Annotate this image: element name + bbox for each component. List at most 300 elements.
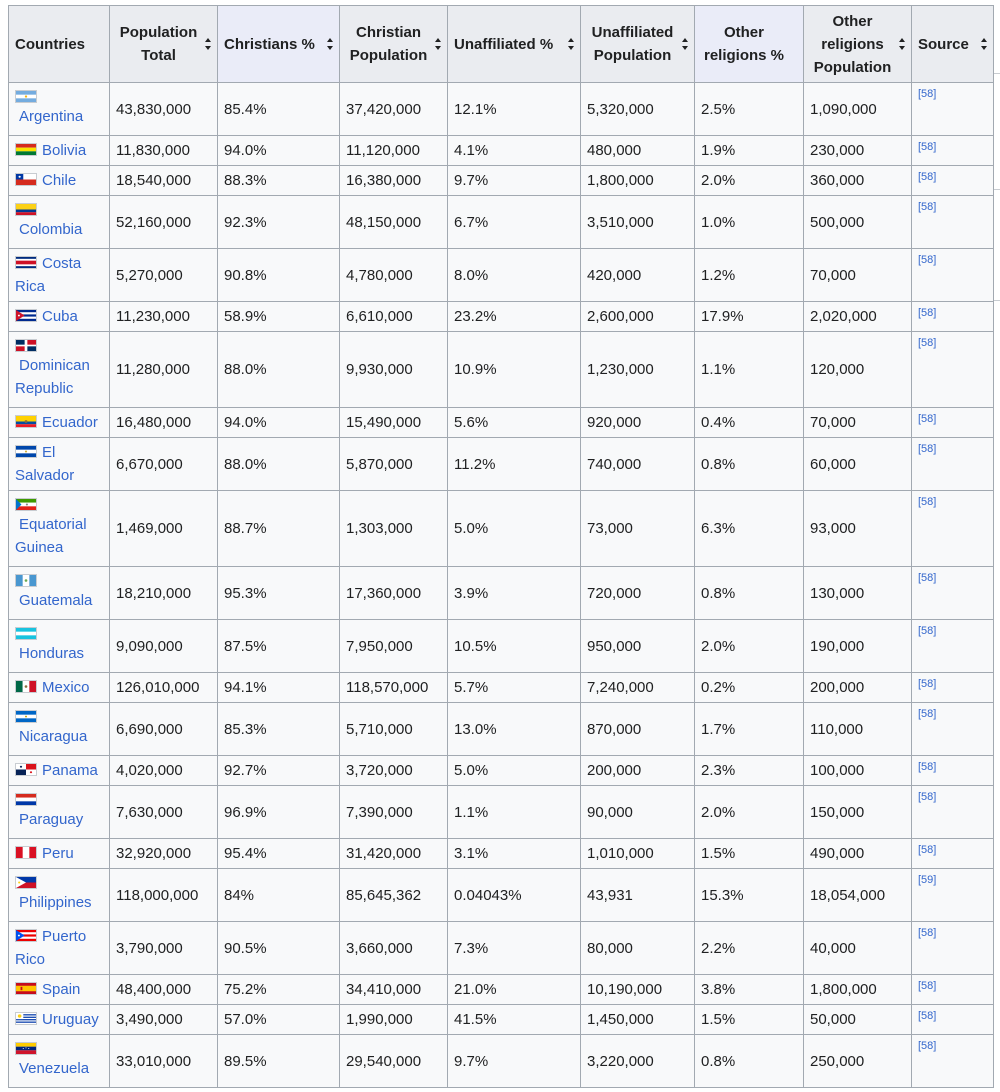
christians-pct-cell: 84%	[218, 869, 340, 922]
unaffiliated-population-cell: 200,000	[581, 756, 695, 786]
christian-population-cell: 37,420,000	[340, 83, 448, 136]
country-cell	[9, 438, 110, 491]
unaffiliated-pct-cell: 0.04043%	[448, 869, 581, 922]
other-religions-pct-cell: 1.1%	[695, 332, 804, 408]
bolivia-flag-icon[interactable]	[15, 143, 37, 156]
unaffiliated-pct-cell: 11.2%	[448, 438, 581, 491]
unaffiliated-population-cell: 1,800,000	[581, 166, 695, 196]
population-total-cell: 18,210,000	[110, 567, 218, 620]
column-header-countries	[9, 6, 110, 83]
cuba-flag-icon[interactable]	[15, 309, 37, 322]
country-cell	[9, 196, 110, 249]
christians-pct-cell: 90.5%	[218, 922, 340, 975]
table-row	[9, 975, 994, 1005]
unaffiliated-population-cell: 720,000	[581, 567, 695, 620]
source-cell	[912, 673, 994, 703]
christian-population-cell: 3,720,000	[340, 756, 448, 786]
population-total-cell: 3,790,000	[110, 922, 218, 975]
population-total-cell: 6,690,000	[110, 703, 218, 756]
christians-pct-cell: 88.7%	[218, 491, 340, 567]
table-row	[9, 620, 994, 673]
unaffiliated-pct-cell: 7.3%	[448, 922, 581, 975]
unaffiliated-population-cell: 90,000	[581, 786, 695, 839]
source-cell	[912, 491, 994, 567]
other-religions-pct-cell: 1.7%	[695, 703, 804, 756]
unaffiliated-pct-cell: 10.9%	[448, 332, 581, 408]
christians-pct-cell: 92.3%	[218, 196, 340, 249]
source-reference-link[interactable]: [58]	[918, 201, 937, 213]
population-total-cell: 6,670,000	[110, 438, 218, 491]
source-cell	[912, 249, 994, 302]
country-link[interactable]: Chile	[42, 172, 77, 189]
country-link[interactable]: Equatorial Guinea	[15, 516, 87, 556]
unaffiliated-pct-cell: 21.0%	[448, 975, 581, 1005]
source-cell	[912, 786, 994, 839]
other-religions-population-cell: 190,000	[804, 620, 912, 673]
unaffiliated-population-cell: 420,000	[581, 249, 695, 302]
christian-population-cell: 17,360,000	[340, 567, 448, 620]
dominican-republic-flag-icon[interactable]	[15, 339, 37, 352]
chile-flag-icon[interactable]	[15, 173, 37, 186]
other-religions-population-cell: 50,000	[804, 1005, 912, 1035]
column-header-label: Source	[918, 35, 969, 53]
christian-population-cell: 7,390,000	[340, 786, 448, 839]
country-cell	[9, 922, 110, 975]
source-reference-link[interactable]: [58]	[918, 844, 937, 856]
panama-flag-icon[interactable]	[15, 763, 37, 776]
religion-table	[8, 5, 994, 1088]
source-reference-link[interactable]: [58]	[918, 625, 937, 637]
other-religions-pct-cell: 2.0%	[695, 786, 804, 839]
christian-population-cell: 48,150,000	[340, 196, 448, 249]
source-cell	[912, 756, 994, 786]
unaffiliated-population-cell: 7,240,000	[581, 673, 695, 703]
source-cell	[912, 438, 994, 491]
other-religions-population-cell: 40,000	[804, 922, 912, 975]
country-link[interactable]: Spain	[42, 981, 81, 998]
country-link[interactable]: Venezuela	[19, 1060, 90, 1077]
other-religions-pct-cell: 0.8%	[695, 1035, 804, 1088]
population-total-cell: 3,490,000	[110, 1005, 218, 1035]
population-total-cell: 33,010,000	[110, 1035, 218, 1088]
column-header-unaffiliated-pct[interactable]	[448, 6, 581, 83]
source-cell	[912, 166, 994, 196]
country-link[interactable]: Argentina	[19, 108, 84, 125]
unaffiliated-pct-cell: 5.0%	[448, 491, 581, 567]
country-link[interactable]: Philippines	[19, 894, 92, 911]
column-header-label: Other religions Population	[813, 12, 892, 76]
christian-population-cell: 29,540,000	[340, 1035, 448, 1088]
christian-population-cell: 7,950,000	[340, 620, 448, 673]
source-cell	[912, 332, 994, 408]
country-link[interactable]: Puerto Rico	[15, 928, 87, 968]
source-cell	[912, 83, 994, 136]
country-link[interactable]: Uruguay	[42, 1011, 99, 1028]
other-religions-pct-cell: 6.3%	[695, 491, 804, 567]
country-link[interactable]: Colombia	[19, 221, 83, 238]
other-religions-pct-cell: 0.8%	[695, 438, 804, 491]
country-link[interactable]: Costa Rica	[15, 255, 82, 295]
source-reference-link[interactable]: [58]	[918, 443, 937, 455]
unaffiliated-pct-cell: 4.1%	[448, 136, 581, 166]
source-reference-link[interactable]: [58]	[918, 678, 937, 690]
population-total-cell: 43,830,000	[110, 83, 218, 136]
table-row	[9, 756, 994, 786]
sort-icon[interactable]	[568, 38, 575, 50]
population-total-cell: 4,020,000	[110, 756, 218, 786]
christian-population-cell: 34,410,000	[340, 975, 448, 1005]
source-cell	[912, 620, 994, 673]
other-religions-pct-cell: 0.8%	[695, 567, 804, 620]
unaffiliated-population-cell: 5,320,000	[581, 83, 695, 136]
christian-population-cell: 15,490,000	[340, 408, 448, 438]
other-religions-population-cell: 490,000	[804, 839, 912, 869]
christians-pct-cell: 58.9%	[218, 302, 340, 332]
other-religions-pct-cell: 2.0%	[695, 620, 804, 673]
population-total-cell: 5,270,000	[110, 249, 218, 302]
unaffiliated-pct-cell: 1.1%	[448, 786, 581, 839]
sort-icon[interactable]	[981, 38, 988, 50]
colombia-flag-icon[interactable]	[15, 203, 37, 216]
other-religions-pct-cell: 1.0%	[695, 196, 804, 249]
unaffiliated-pct-cell: 23.2%	[448, 302, 581, 332]
country-cell	[9, 136, 110, 166]
source-reference-link[interactable]: [58]	[918, 254, 937, 266]
sort-icon[interactable]	[435, 38, 442, 50]
source-cell	[912, 703, 994, 756]
country-link[interactable]: Cuba	[42, 308, 78, 325]
country-cell	[9, 703, 110, 756]
other-religions-population-cell: 110,000	[804, 703, 912, 756]
column-header-label: Countries	[15, 35, 86, 53]
country-link[interactable]: Ecuador	[42, 414, 98, 431]
other-religions-population-cell: 1,090,000	[804, 83, 912, 136]
country-cell	[9, 620, 110, 673]
country-cell	[9, 756, 110, 786]
spain-flag-icon[interactable]	[15, 982, 37, 995]
column-header-label: Christian Population	[349, 24, 428, 64]
venezuela-flag-icon[interactable]	[15, 1042, 37, 1055]
peru-flag-icon[interactable]	[15, 846, 37, 859]
unaffiliated-pct-cell: 41.5%	[448, 1005, 581, 1035]
philippines-flag-icon[interactable]	[15, 876, 37, 889]
other-religions-population-cell: 120,000	[804, 332, 912, 408]
unaffiliated-population-cell: 73,000	[581, 491, 695, 567]
source-cell	[912, 136, 994, 166]
country-cell	[9, 332, 110, 408]
country-link[interactable]: Guatemala	[19, 592, 93, 609]
header-row	[9, 6, 994, 83]
unaffiliated-population-cell: 920,000	[581, 408, 695, 438]
population-total-cell: 48,400,000	[110, 975, 218, 1005]
sort-icon[interactable]	[899, 38, 906, 50]
nicaragua-flag-icon[interactable]	[15, 710, 37, 723]
source-reference-link[interactable]: [58]	[918, 572, 937, 584]
christians-pct-cell: 95.3%	[218, 567, 340, 620]
unaffiliated-population-cell: 480,000	[581, 136, 695, 166]
other-religions-population-cell: 70,000	[804, 408, 912, 438]
population-total-cell: 16,480,000	[110, 408, 218, 438]
column-header-label: Unaffiliated %	[454, 35, 554, 53]
population-total-cell: 11,230,000	[110, 302, 218, 332]
unaffiliated-pct-cell: 9.7%	[448, 1035, 581, 1088]
other-religions-population-cell: 500,000	[804, 196, 912, 249]
unaffiliated-pct-cell: 9.7%	[448, 166, 581, 196]
table-row	[9, 673, 994, 703]
column-header-other-religions-pct	[695, 6, 804, 83]
puerto-rico-flag-icon[interactable]	[15, 929, 37, 942]
country-link[interactable]: Honduras	[19, 645, 85, 662]
other-religions-population-cell: 250,000	[804, 1035, 912, 1088]
source-reference-link[interactable]: [58]	[918, 88, 937, 100]
unaffiliated-population-cell: 2,600,000	[581, 302, 695, 332]
other-religions-pct-cell: 1.9%	[695, 136, 804, 166]
table-row	[9, 869, 994, 922]
ecuador-flag-icon[interactable]	[15, 415, 37, 428]
country-link[interactable]: El Salvador	[15, 444, 75, 484]
other-religions-pct-cell: 1.5%	[695, 839, 804, 869]
other-religions-pct-cell: 2.3%	[695, 756, 804, 786]
argentina-flag-icon[interactable]	[15, 90, 37, 103]
country-cell	[9, 166, 110, 196]
christians-pct-cell: 85.3%	[218, 703, 340, 756]
christians-pct-cell: 87.5%	[218, 620, 340, 673]
christians-pct-cell: 94.0%	[218, 136, 340, 166]
country-cell	[9, 83, 110, 136]
unaffiliated-pct-cell: 8.0%	[448, 249, 581, 302]
table-row	[9, 786, 994, 839]
el-salvador-flag-icon[interactable]	[15, 445, 37, 458]
unaffiliated-pct-cell: 10.5%	[448, 620, 581, 673]
christians-pct-cell: 88.3%	[218, 166, 340, 196]
other-religions-pct-cell: 0.2%	[695, 673, 804, 703]
table-row	[9, 438, 994, 491]
source-reference-link[interactable]: [58]	[918, 980, 937, 992]
mexico-flag-icon[interactable]	[15, 680, 37, 693]
guatemala-flag-icon[interactable]	[15, 574, 37, 587]
table-row	[9, 491, 994, 567]
source-cell	[912, 922, 994, 975]
population-total-cell: 7,630,000	[110, 786, 218, 839]
population-total-cell: 32,920,000	[110, 839, 218, 869]
country-link[interactable]: Peru	[42, 845, 74, 862]
population-total-cell: 18,540,000	[110, 166, 218, 196]
country-cell	[9, 673, 110, 703]
table-row	[9, 703, 994, 756]
unaffiliated-population-cell: 1,010,000	[581, 839, 695, 869]
other-religions-pct-cell: 2.2%	[695, 922, 804, 975]
source-reference-link[interactable]: [58]	[918, 337, 937, 349]
country-cell	[9, 839, 110, 869]
christian-population-cell: 3,660,000	[340, 922, 448, 975]
unaffiliated-pct-cell: 3.9%	[448, 567, 581, 620]
christians-pct-cell: 95.4%	[218, 839, 340, 869]
source-reference-link[interactable]: [58]	[918, 1010, 937, 1022]
population-total-cell: 126,010,000	[110, 673, 218, 703]
country-cell	[9, 975, 110, 1005]
table-row	[9, 1035, 994, 1088]
other-religions-pct-cell: 17.9%	[695, 302, 804, 332]
other-religions-population-cell: 70,000	[804, 249, 912, 302]
country-cell	[9, 491, 110, 567]
unaffiliated-pct-cell: 12.1%	[448, 83, 581, 136]
christian-population-cell: 85,645,362	[340, 869, 448, 922]
christians-pct-cell: 75.2%	[218, 975, 340, 1005]
column-header-christians-pct[interactable]	[218, 6, 340, 83]
religion-table-container	[8, 5, 994, 1088]
christians-pct-cell: 57.0%	[218, 1005, 340, 1035]
unaffiliated-population-cell: 80,000	[581, 922, 695, 975]
table-body	[9, 83, 994, 1088]
other-religions-population-cell: 130,000	[804, 567, 912, 620]
source-cell	[912, 302, 994, 332]
unaffiliated-pct-cell: 5.6%	[448, 408, 581, 438]
source-reference-link[interactable]: [58]	[918, 171, 937, 183]
population-total-cell: 52,160,000	[110, 196, 218, 249]
source-cell	[912, 975, 994, 1005]
christian-population-cell: 1,303,000	[340, 491, 448, 567]
other-religions-population-cell: 18,054,000	[804, 869, 912, 922]
sort-icon[interactable]	[682, 38, 689, 50]
source-reference-link[interactable]: [58]	[918, 791, 937, 803]
christians-pct-cell: 96.9%	[218, 786, 340, 839]
column-header-population-total[interactable]	[110, 6, 218, 83]
column-header-christian-population[interactable]	[340, 6, 448, 83]
other-religions-population-cell: 150,000	[804, 786, 912, 839]
source-cell	[912, 1005, 994, 1035]
country-cell	[9, 1005, 110, 1035]
unaffiliated-population-cell: 10,190,000	[581, 975, 695, 1005]
christian-population-cell: 5,710,000	[340, 703, 448, 756]
christians-pct-cell: 88.0%	[218, 332, 340, 408]
source-reference-link[interactable]: [58]	[918, 1040, 937, 1052]
source-reference-link[interactable]: [58]	[918, 496, 937, 508]
country-link[interactable]: Nicaragua	[19, 728, 88, 745]
column-header-label: Other religions %	[703, 24, 785, 64]
unaffiliated-population-cell: 740,000	[581, 438, 695, 491]
sort-icon[interactable]	[327, 38, 334, 50]
source-reference-link[interactable]: [58]	[918, 708, 937, 720]
other-religions-pct-cell: 1.5%	[695, 1005, 804, 1035]
other-religions-population-cell: 230,000	[804, 136, 912, 166]
christian-population-cell: 4,780,000	[340, 249, 448, 302]
equatorial-guinea-flag-icon[interactable]	[15, 498, 37, 511]
population-total-cell: 9,090,000	[110, 620, 218, 673]
unaffiliated-pct-cell: 13.0%	[448, 703, 581, 756]
country-cell	[9, 869, 110, 922]
unaffiliated-population-cell: 1,230,000	[581, 332, 695, 408]
column-header-label: Christians %	[224, 35, 315, 53]
table-row	[9, 302, 994, 332]
christian-population-cell: 1,990,000	[340, 1005, 448, 1035]
christian-population-cell: 31,420,000	[340, 839, 448, 869]
country-cell	[9, 567, 110, 620]
unaffiliated-pct-cell: 5.7%	[448, 673, 581, 703]
other-religions-pct-cell: 2.0%	[695, 166, 804, 196]
source-reference-link[interactable]: [59]	[918, 874, 937, 886]
unaffiliated-population-cell: 950,000	[581, 620, 695, 673]
source-reference-link[interactable]: [58]	[918, 761, 937, 773]
population-total-cell: 11,830,000	[110, 136, 218, 166]
unaffiliated-pct-cell: 6.7%	[448, 196, 581, 249]
column-header-label: Population Total	[119, 24, 198, 64]
column-header-label: Unaffiliated Population	[591, 24, 674, 64]
source-reference-link[interactable]: [58]	[918, 927, 937, 939]
population-total-cell: 118,000,000	[110, 869, 218, 922]
country-cell	[9, 1035, 110, 1088]
source-cell	[912, 567, 994, 620]
source-reference-link[interactable]: [58]	[918, 413, 937, 425]
sort-icon[interactable]	[205, 38, 212, 50]
other-religions-pct-cell: 1.2%	[695, 249, 804, 302]
table-row	[9, 1005, 994, 1035]
other-religions-population-cell: 360,000	[804, 166, 912, 196]
paraguay-flag-icon[interactable]	[15, 793, 37, 806]
christians-pct-cell: 85.4%	[218, 83, 340, 136]
other-religions-population-cell: 93,000	[804, 491, 912, 567]
uruguay-flag-icon[interactable]	[15, 1012, 37, 1025]
christians-pct-cell: 94.0%	[218, 408, 340, 438]
table-row	[9, 196, 994, 249]
christians-pct-cell: 88.0%	[218, 438, 340, 491]
christian-population-cell: 9,930,000	[340, 332, 448, 408]
source-cell	[912, 408, 994, 438]
other-religions-population-cell: 2,020,000	[804, 302, 912, 332]
christians-pct-cell: 90.8%	[218, 249, 340, 302]
table-row	[9, 567, 994, 620]
costa-rica-flag-icon[interactable]	[15, 256, 37, 269]
country-link[interactable]: Bolivia	[42, 142, 87, 159]
column-header-source[interactable]	[912, 6, 994, 83]
other-religions-population-cell: 1,800,000	[804, 975, 912, 1005]
country-link[interactable]: Dominican Republic	[15, 357, 90, 397]
table-row	[9, 136, 994, 166]
christian-population-cell: 6,610,000	[340, 302, 448, 332]
source-cell	[912, 196, 994, 249]
other-religions-population-cell: 200,000	[804, 673, 912, 703]
table-row	[9, 249, 994, 302]
other-religions-population-cell: 100,000	[804, 756, 912, 786]
source-reference-link[interactable]: [58]	[918, 307, 937, 319]
country-cell	[9, 249, 110, 302]
christian-population-cell: 11,120,000	[340, 136, 448, 166]
table-row	[9, 922, 994, 975]
unaffiliated-population-cell: 3,510,000	[581, 196, 695, 249]
unaffiliated-population-cell: 3,220,000	[581, 1035, 695, 1088]
christian-population-cell: 16,380,000	[340, 166, 448, 196]
unaffiliated-pct-cell: 5.0%	[448, 756, 581, 786]
table-row	[9, 332, 994, 408]
country-cell	[9, 786, 110, 839]
country-link[interactable]: Mexico	[42, 679, 90, 696]
table-row	[9, 83, 994, 136]
unaffiliated-population-cell: 870,000	[581, 703, 695, 756]
unaffiliated-pct-cell: 3.1%	[448, 839, 581, 869]
other-religions-pct-cell: 0.4%	[695, 408, 804, 438]
column-header-unaffiliated-population[interactable]	[581, 6, 695, 83]
other-religions-population-cell: 60,000	[804, 438, 912, 491]
christians-pct-cell: 94.1%	[218, 673, 340, 703]
table-row	[9, 839, 994, 869]
country-link[interactable]: Panama	[42, 762, 98, 779]
population-total-cell: 11,280,000	[110, 332, 218, 408]
source-reference-link[interactable]: [58]	[918, 141, 937, 153]
other-religions-pct-cell: 2.5%	[695, 83, 804, 136]
country-link[interactable]: Paraguay	[19, 811, 84, 828]
honduras-flag-icon[interactable]	[15, 627, 37, 640]
column-header-other-religions-population[interactable]	[804, 6, 912, 83]
source-cell	[912, 1035, 994, 1088]
